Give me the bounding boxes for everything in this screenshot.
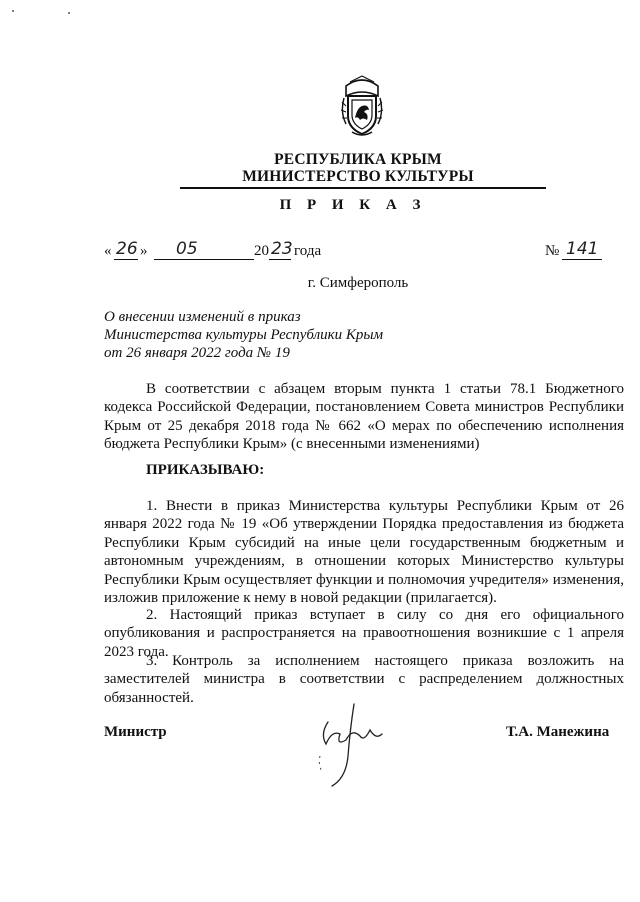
handwritten-signature <box>306 700 396 790</box>
order-item-2: 2. Настоящий приказ вступает в силу со дня его официального опубликования и распространяется на правоотношения возникшие с 1 апреля 2023 года. <box>104 607 624 660</box>
number-underline <box>562 259 602 260</box>
subject-line: Министерства культуры Республики Крым <box>104 327 384 343</box>
order-item-3: 3. Контроль за исполнением настоящего приказа возложить на заместителей министра в соответствии с распределением должностных обязанностей. <box>104 653 624 706</box>
subject-line: от 26 января 2022 года № 19 <box>104 345 290 361</box>
date-month-underline <box>154 259 254 260</box>
document-number: 141 <box>566 239 599 259</box>
signatory-title: Министр <box>104 724 167 740</box>
subject-block <box>104 308 383 362</box>
city: г. Симферополь <box>307 275 409 291</box>
document-type: П Р И К А З <box>279 197 427 213</box>
subject-line: О внесении изменений в приказ <box>104 309 301 325</box>
decree-word: ПРИКАЗЫВАЮ: <box>146 462 265 478</box>
date-month: 05 <box>176 239 198 259</box>
date-year-suffix: 23 <box>271 239 293 259</box>
date-year-underline <box>269 259 291 260</box>
date-day: 26 <box>116 239 138 259</box>
crimea-coat-of-arms-icon <box>338 72 386 138</box>
org-line-republic: РЕСПУБЛИКА КРЫМ <box>274 151 442 168</box>
number-sign: № <box>545 243 560 259</box>
date-open-quote: « <box>104 243 112 259</box>
order-item-1: 1. Внести в приказ Министерства культуры Республики Крым от 26 января 2022 года № 19 «Об утверждении Порядка предоставления из бюджета Республики Крым субсидий на иные цели государственным бюджетным и автономным учреждениям, в отношении которых Министерство культуры Республики Крым осуществляет функции и полномочия учредителя» изменения, изложив приложение к нему в новой редакции (прилагается). <box>104 498 624 607</box>
date-close-quote: » <box>140 243 148 259</box>
date-year-word: года <box>294 243 322 259</box>
header-rule <box>180 187 546 189</box>
scan-speck <box>68 12 70 14</box>
date-day-underline <box>114 259 138 260</box>
date-number-row <box>104 239 624 265</box>
signatory-name: Т.А. Манежина <box>506 724 610 740</box>
scan-speck <box>12 10 14 12</box>
org-line-ministry: МИНИСТЕРСТВО КУЛЬТУРЫ <box>242 168 474 185</box>
preamble-paragraph: В соответствии с абзацем вторым пункта 1 статьи 78.1 Бюджетного кодекса Российской Федерации, постановлением Совета министров Республики Крым от 25 декабря 2018 года № 662 «О мерах по обеспечению исполнения бюджета Республики Крым» (с внесенными изменениями) <box>104 381 624 453</box>
date-year-prefix: 20 <box>254 243 269 259</box>
